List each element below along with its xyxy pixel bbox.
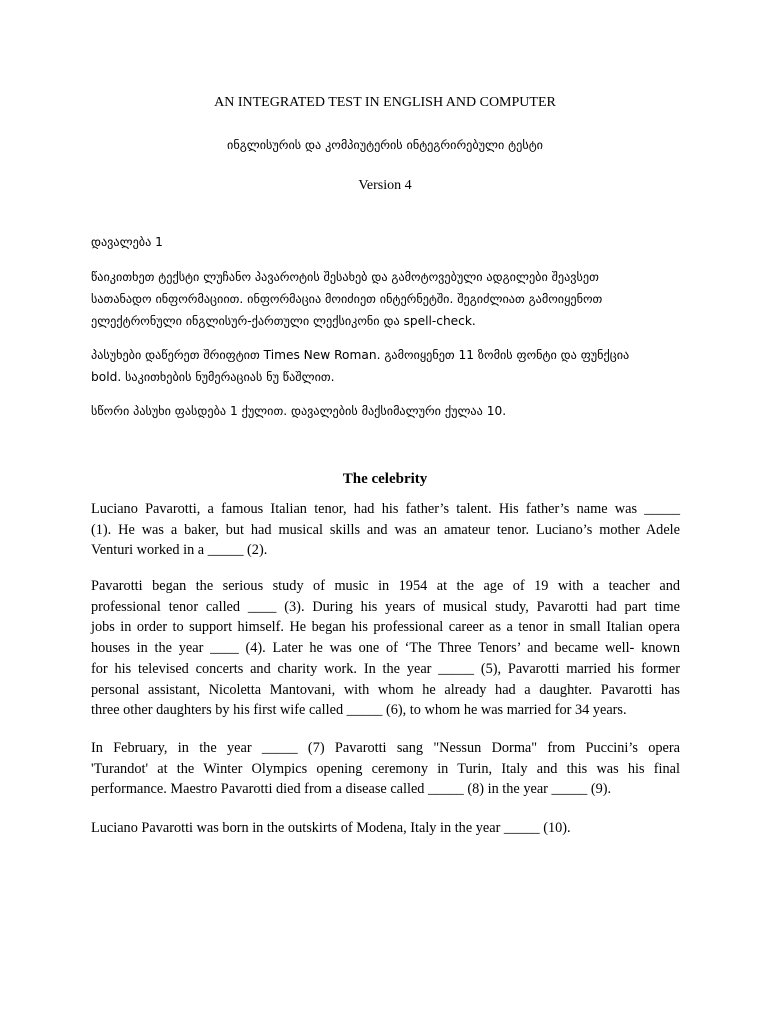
paragraph-line: Pavarotti began the serious study of music in 1954 at the age of 19 with a teacher and <box>91 578 680 594</box>
instruction-line: ელექტრონული ინგლისურ-ქართული ლექსიკონი და spell-check. <box>91 314 476 328</box>
paragraph-line: three other daughters by his first wife called _____ (6), to whom he was married for 34 years. <box>91 702 627 719</box>
paragraph-line: performance. Maestro Pavarotti died from a disease called _____ (8) in the year _____ (9). <box>91 781 612 798</box>
paragraph-line: personal assistant, Nicoletta Mantovani, with whom he already had a daughter. Pavarotti has <box>91 681 680 698</box>
article-paragraph <box>91 818 680 839</box>
paragraph-line: houses in the year ____ (4). Later he was one of ‘The Three Tenors’ and became well- known <box>91 640 680 657</box>
paragraph-line: In February, in the year _____ (7) Pavarotti sang "Nessun Dorma" from Puccini’s opera <box>91 740 680 756</box>
version-label: Version 4 <box>358 178 412 193</box>
instruction-line: სათანადო ინფორმაციით. ინფორმაცია მოიძიეთ ინტერნეტში. შეგიძლიათ გამოიყენოთ <box>91 292 603 306</box>
paragraph-line: Venturi worked in a _____ (2). <box>91 542 268 559</box>
document-title: AN INTEGRATED TEST IN ENGLISH AND COMPUTER <box>214 95 556 110</box>
paragraph-line: 'Turandot' at the Winter Olympics opening ceremony in Turin, Italy and this was his final <box>91 760 680 777</box>
task-heading: დავალება 1 <box>91 235 163 249</box>
article-title: The celebrity <box>342 471 428 487</box>
paragraph-line: Luciano Pavarotti, a famous Italian tenor, had his father’s talent. His father’s name was _____ <box>91 501 680 517</box>
scoring-note: სწორი პასუხი ფასდება 1 ქულით. დავალების მაქსიმალური ქულაა 10. <box>91 404 507 418</box>
paragraph-line: (1). He was a baker, but had musical skills and was an amateur tenor. Luciano’s mother Adele <box>91 521 680 538</box>
instruction-line: პასუხები დაწერეთ შრიფტით Times New Roman. გამოიყენეთ 11 ზომის ფონტი და ფუნქცია <box>91 348 630 362</box>
document-title-georgian: ინგლისურის და კომპიუტერის ინტეგრირებული ტესტი <box>227 138 543 152</box>
instruction-line: bold. საკითხების ნუმერაციას ნუ წაშლით. <box>91 370 335 384</box>
paragraph-line: professional tenor called ____ (3). During his years of musical study, Pavarotti had part time <box>91 598 680 615</box>
paragraph-line: Luciano Pavarotti was born in the outskirts of Modena, Italy in the year _____ (10). <box>91 820 571 836</box>
paragraph-line: for his televised concerts and charity work. In the year _____ (5), Pavarotti married his former <box>91 660 680 677</box>
article-paragraph <box>91 576 680 721</box>
article-paragraph <box>91 499 680 561</box>
instruction-line: წაიკითხეთ ტექსტი ლუჩანო პავაროტის შესახებ და გამოტოვებული ადგილები შეავსეთ <box>91 270 599 284</box>
paragraph-line: jobs in order to support himself. He began his professional career as a tenor in small Italian opera <box>91 619 680 636</box>
article-paragraph <box>91 738 680 800</box>
